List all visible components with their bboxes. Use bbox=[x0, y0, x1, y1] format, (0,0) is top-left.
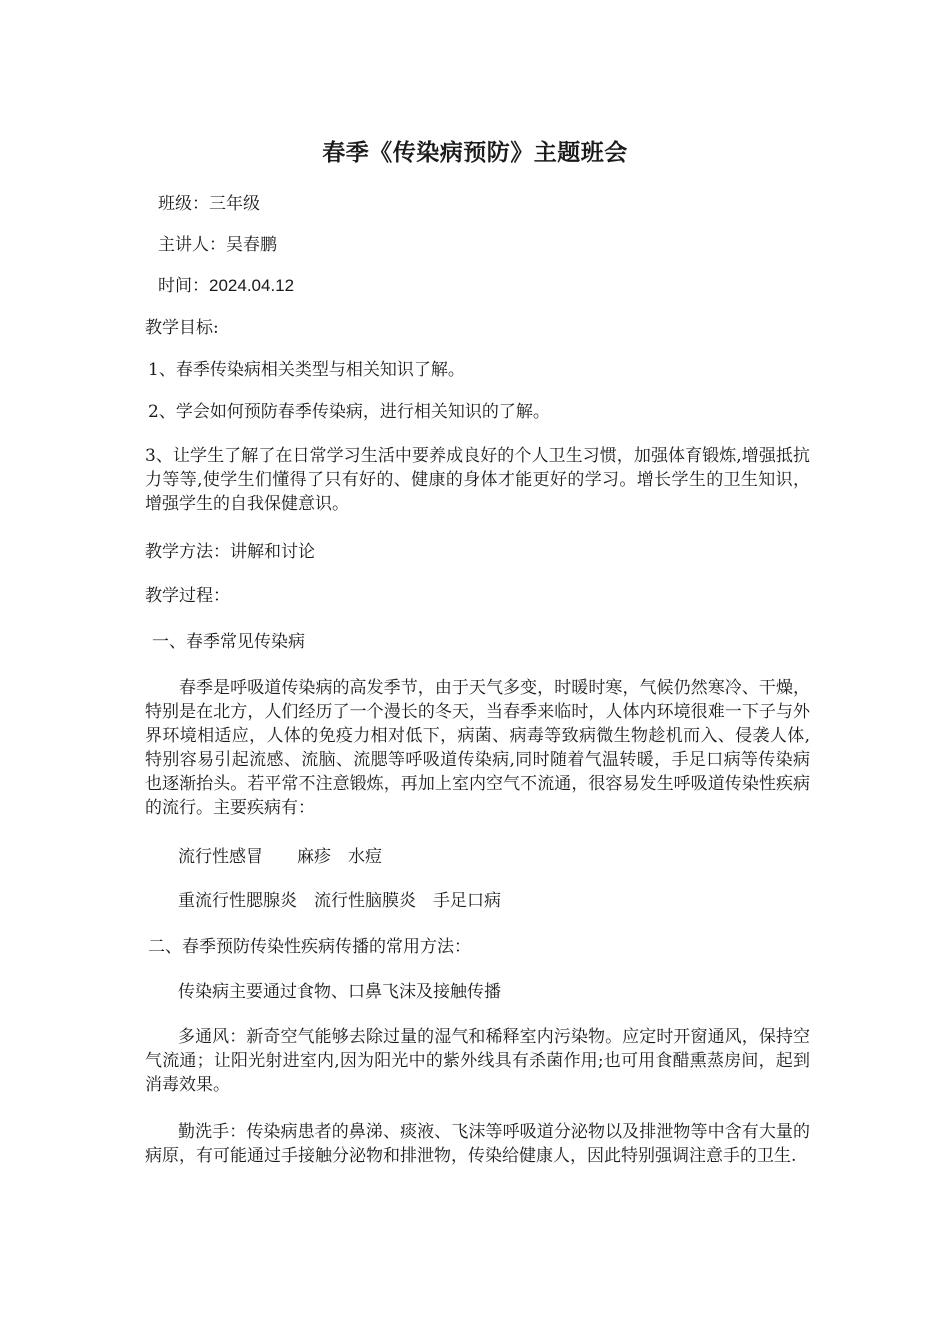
time-line bbox=[158, 274, 294, 298]
class-line: 班级：三年级 bbox=[158, 194, 260, 214]
diseases-row-2: 重流行性腮腺炎 流行性脑膜炎 手足口病 bbox=[178, 891, 501, 911]
document-title: 春季《传染病预防》主题班会 bbox=[322, 139, 628, 166]
goal-item-3: 3、让学生了解了在日常学习生活中要养成良好的个人卫生习惯，加强体育锻炼,增强抵抗力等等,使学生们懂得了只有好的、健康的身体才能更好的学习。增长学生的卫生知识，增强学生的自我保健意识。 bbox=[145, 446, 810, 514]
section1-heading: 一、春季常见传染病 bbox=[152, 632, 305, 652]
teaching-method: 教学方法：讲解和讨论 bbox=[145, 542, 315, 562]
section2-heading: 二、春季预防传染性疾病传播的常用方法： bbox=[148, 937, 471, 957]
goal-item-2: 2、学会如何预防春季传染病，进行相关知识的了解。 bbox=[148, 402, 550, 422]
time-value: 2024.04.12 bbox=[209, 276, 295, 295]
diseases-row-1: 流行性感冒 麻疹 水痘 bbox=[178, 847, 382, 867]
speaker-line: 主讲人：吴春鹏 bbox=[158, 235, 277, 255]
ventilation-paragraph: 多通风：新奇空气能够去除过量的湿气和稀释室内污染物。应定时开窗通风，保持空气流通；让阳光射进室内,因为阳光中的紫外线具有杀菌作用;也可用食醋熏蒸房间，起到消毒效果。 bbox=[145, 1027, 810, 1095]
transmission-line: 传染病主要通过食物、口鼻飞沫及接触传播 bbox=[178, 982, 501, 1002]
goals-heading: 教学目标: bbox=[145, 318, 219, 338]
section1-body: 春季是呼吸道传染病的高发季节，由于天气多变，时暖时寒，气候仍然寒冷、干燥，特别是在北方，人们经历了一个漫长的冬天，当春季来临时，人体内环境很难一下子与外界环境相适应，人体的免疫力相对低下，病菌、病毒等致病微生物趁机而入、侵袭人体,特别容易引起流感、流脑、流腮等呼吸道传染病,同时随着气温转暖，手足口病等传染病也逐渐抬头。若平常不注意锻炼，再加上室内空气不流通，很容易发生呼吸道传染性疾病的流行。主要疾病有： bbox=[145, 678, 810, 818]
time-label: 时间： bbox=[158, 276, 209, 296]
teaching-process: 教学过程： bbox=[145, 586, 230, 606]
goal-item-1: 1、春季传染病相关类型与相关知识了解。 bbox=[148, 360, 465, 380]
handwashing-paragraph: 勤洗手：传染病患者的鼻涕、痰液、飞沫等呼吸道分泌物以及排泄物等中含有大量的病原，有可能通过手接触分泌物和排泄物，传染给健康人，因此特别强调注意手的卫生. bbox=[145, 1122, 810, 1166]
